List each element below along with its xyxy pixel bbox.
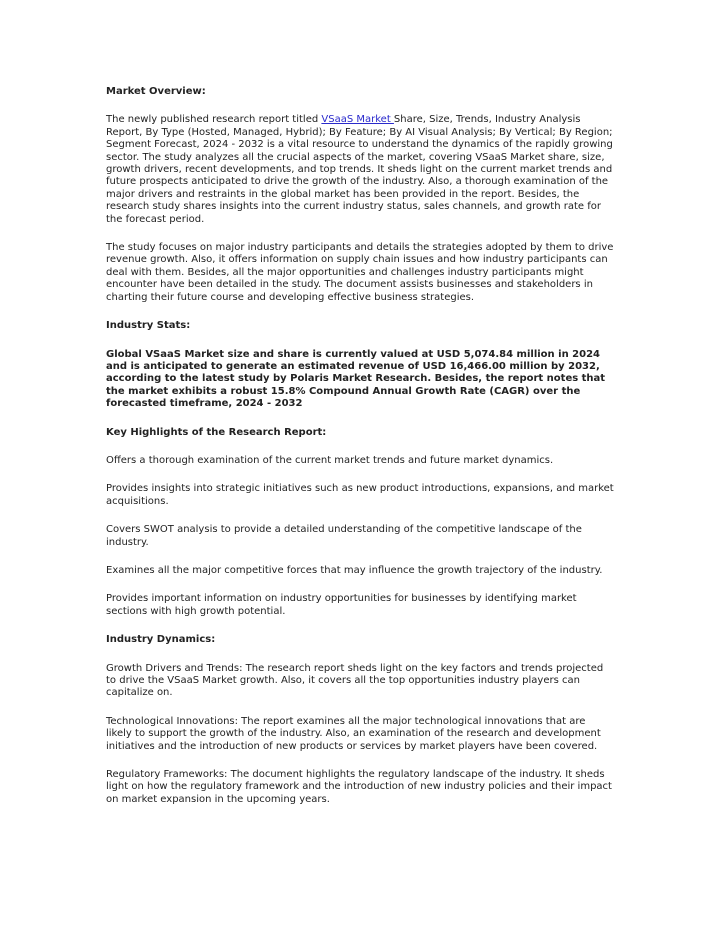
industry-dynamics-item: Regulatory Frameworks: The document highlights the regulatory landscape of the industry. It sheds light on how the regulatory framework and the introduction of new industry policies and their impact on market expansion in the upcoming years. — [106, 769, 612, 805]
market-overview-paragraph — [106, 114, 614, 226]
industry-stats-paragraph: Global VSaaS Market size and share is currently valued at USD 5,074.84 million in 2024 and is anticipated to generate an estimated revenue of USD 16,466.00 million by 2032, according to the latest study by Polaris Market Research. Besides, the report notes that the market exhibits a robust 15.8% Compound Annual Growth Rate (CAGR) over the forecasted timeframe, 2024 - 2032 — [106, 348, 606, 410]
vsaas-market-link[interactable]: VSaaS Market — [321, 114, 394, 126]
key-highlight-item: Examines all the major competitive forces that may influence the growth trajectory of the industry. — [106, 564, 603, 576]
industry-dynamics-heading: Industry Dynamics: — [106, 634, 216, 646]
market-overview-heading: Market Overview: — [106, 86, 206, 97]
industry-stats-heading: Industry Stats: — [106, 320, 191, 332]
key-highlight-item: Covers SWOT analysis to provide a detailed understanding of the competitive landscape of the industry. — [106, 524, 582, 548]
market-overview-paragraph-2: The study focuses on major industry participants and details the strategies adopted by them to drive revenue growth. Also, it offers information on supply chain issues and how industry participants can deal with them. Besides, all the major opportunities and challenges industry participants might encounter have been detailed in the study. The document assists businesses and stakeholders in charting their future course and developing effective business strategies. — [106, 242, 614, 303]
industry-dynamics-item: Growth Drivers and Trends: The research report sheds light on the key factors and trends projected to drive the VSaaS Market growth. Also, it covers all the top opportunities industry players can capitalize on. — [106, 662, 604, 699]
key-highlight-item: Offers a thorough examination of the current market trends and future market dynamics. — [106, 454, 554, 466]
key-highlight-item: Provides important information on industry opportunities for businesses by identifying market sections with high growth potential. — [106, 593, 577, 617]
intro-text-before-link: The newly published research report titled — [106, 114, 322, 126]
key-highlight-item: Provides insights into strategic initiatives such as new product introductions, expansions, and market acquisitions. — [106, 483, 614, 507]
document-page — [106, 86, 614, 822]
key-highlights-heading: Key Highlights of the Research Report: — [106, 426, 327, 438]
intro-text-after-link: Share, Size, Trends, Industry Analysis Report, By Type (Hosted, Managed, Hybrid); By Feature; By AI Visual Analysis; By Vertical; By Region; Segment Forecast, 2024 - 2032 is a vital resource to understand the dynamics of the rapidly growing sector. The study analyzes all the crucial aspects of the market, covering VSaaS Market share, size, growth drivers, recent developments, and top trends. It sheds light on the current market trends and future prospects anticipated to drive the growth of the industry. Also, a thorough examination of the major drivers and restraints in the global market has been provided in the report. Besides, the research study shares insights into the current industry status, sales channels, and growth rate for the forecast period. — [106, 114, 613, 225]
industry-dynamics-item: Technological Innovations: The report examines all the major technological innovations that are likely to support the growth of the industry. Also, an examination of the research and development initiatives and the introduction of new products or services by market players have been covered. — [106, 715, 601, 752]
